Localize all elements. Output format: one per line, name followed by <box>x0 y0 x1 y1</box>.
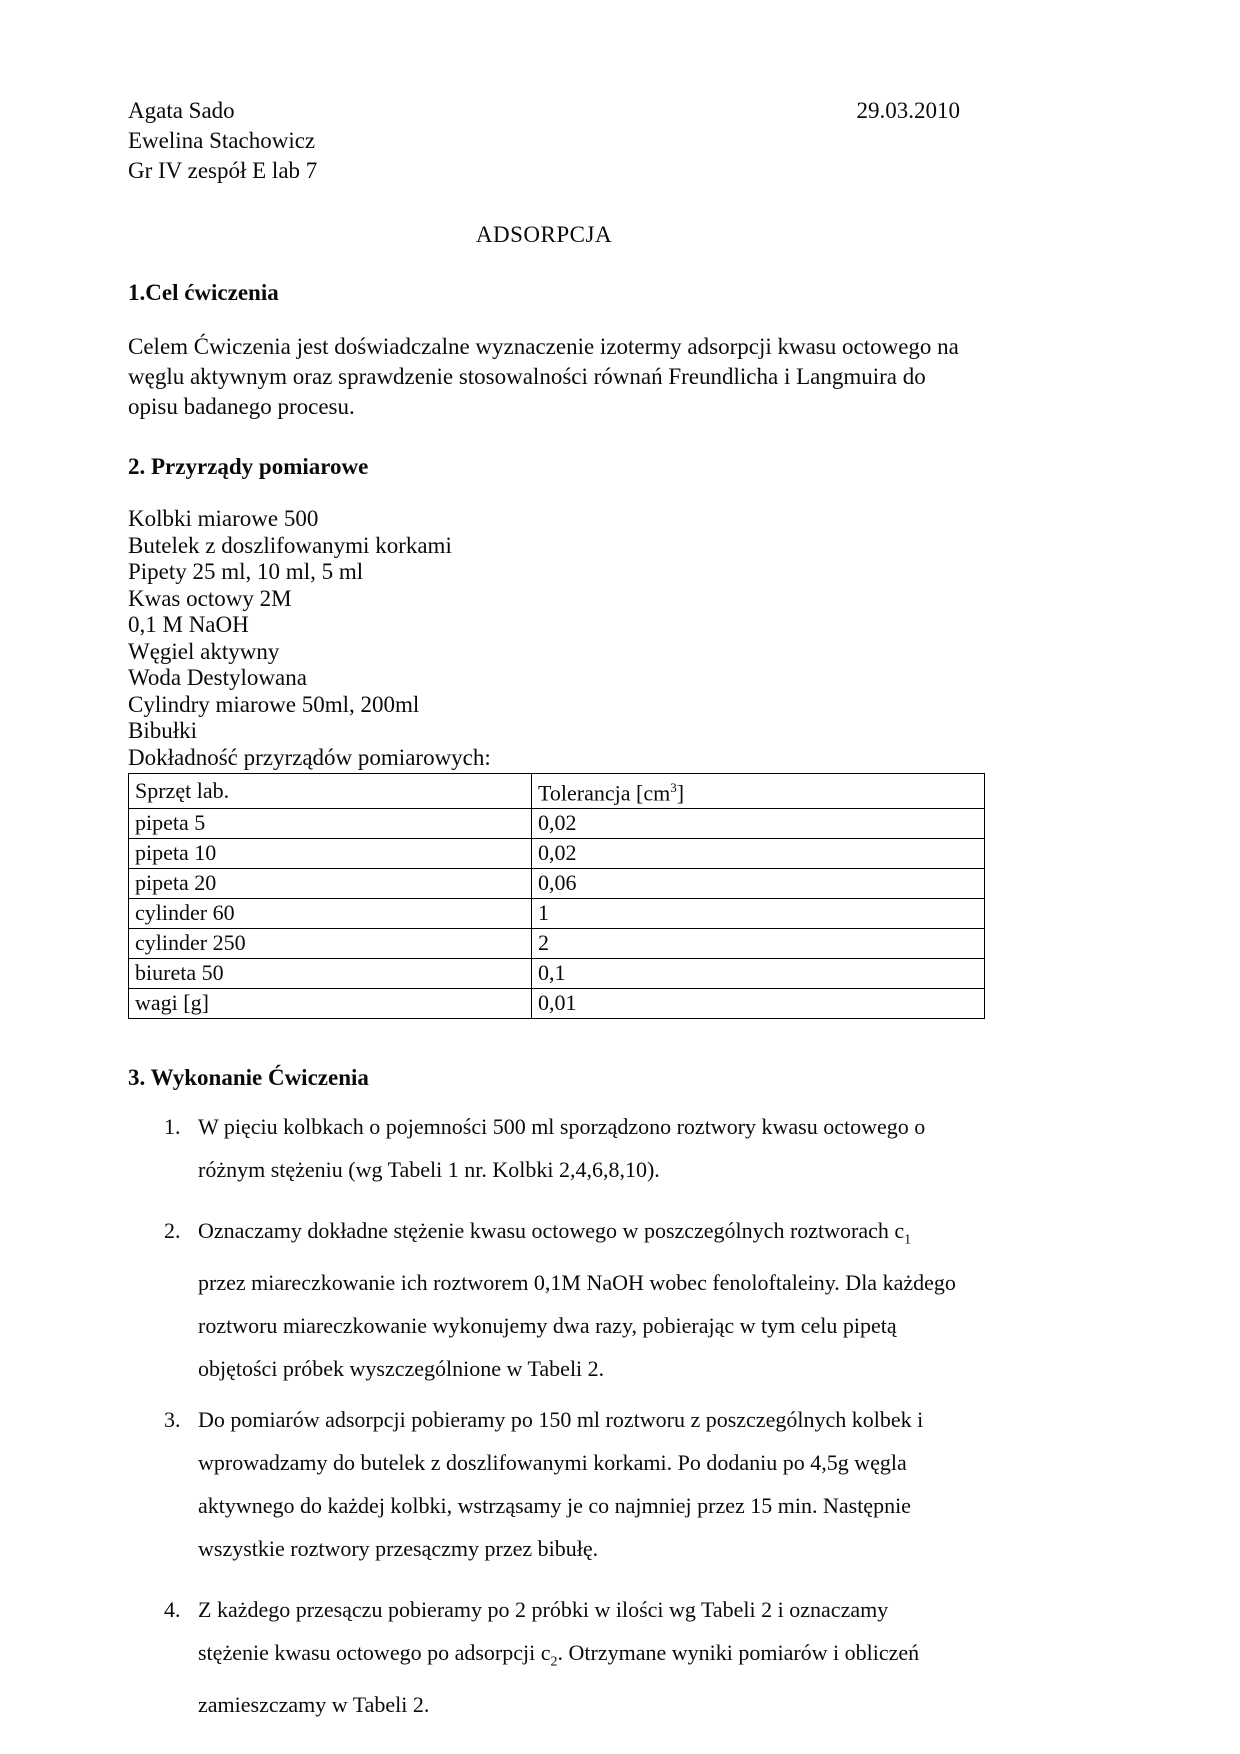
section-3-heading: 3. Wykonanie Ćwiczenia <box>128 1065 369 1091</box>
author-name-2: Ewelina Stachowicz <box>128 128 316 153</box>
tolerance-table <box>128 773 985 1019</box>
list-item: Węgiel aktywny <box>128 638 280 664</box>
list-item: Woda Destylowana <box>128 665 307 690</box>
list-item <box>186 1105 960 1200</box>
cell-tolerance: 0,02 <box>532 839 985 869</box>
list-item: Pipety 25 ml, 10 ml, 5 ml <box>128 559 364 584</box>
tolerance-header-close: ] <box>676 780 685 806</box>
step-text-part-1: Oznaczamy dokładne stężenie kwasu octowego w poszczególnych roztworach c <box>198 1217 905 1243</box>
table-row <box>129 899 985 929</box>
list-item <box>186 1588 960 1726</box>
document-date: 29.03.2010 <box>856 98 960 123</box>
equipment-list <box>128 506 960 771</box>
cell-equipment: pipeta 10 <box>129 839 532 869</box>
step-text-part-1: Z każdego przesączu pobieramy po 2 próbki w ilości wg Tabeli 2 i oznaczamy stężenie kwasu octowego po adsorpcji c <box>198 1596 889 1665</box>
procedure-list <box>128 1105 960 1726</box>
list-item: Bibułki <box>128 718 198 743</box>
step-text-part-1: W pięciu kolbkach o pojemności 500 ml sporządzono roztwory kwasu octowego o różnym stężeniu (wg Tabeli 1 nr. Kolbki 2,4,6,8,10). <box>198 1114 926 1183</box>
cell-tolerance: 1 <box>532 899 985 929</box>
subscript: 1 <box>904 1232 912 1248</box>
step-text-part-2: . Otrzymane wyniki pomiarów i obliczeń zamieszczamy w Tabeli 2. <box>198 1639 920 1717</box>
document-title: ADSORPCJA <box>475 222 613 247</box>
section-2-heading: 2. Przyrządy pomiarowe <box>128 454 369 479</box>
cell-tolerance: 2 <box>532 929 985 959</box>
cell-equipment: cylinder 250 <box>129 929 532 959</box>
table-row <box>129 959 985 989</box>
section-1-heading: 1.Cel ćwiczenia <box>128 280 279 305</box>
step-text-part-2: przez miareczkowanie ich roztworem 0,1M NaOH wobec fenoloftaleiny. Dla każdego roztworu miareczkowanie wykonujemy dwa razy, pobierając w tym celu pipetą objętości próbek wyszczególnione w Tabeli 2. <box>198 1270 956 1382</box>
table-row <box>129 839 985 869</box>
author-name-1: Agata Sado <box>128 98 235 123</box>
list-item <box>186 1209 960 1390</box>
table-row <box>129 989 985 1019</box>
cell-tolerance: 0,01 <box>532 989 985 1019</box>
group-label: Gr IV zespół E lab 7 <box>128 158 318 183</box>
cell-tolerance: 0,1 <box>532 959 985 989</box>
list-item: Kolbki miarowe 500 <box>128 506 319 531</box>
list-item: Cylindry miarowe 50ml, 200ml <box>128 691 420 717</box>
column-header-tolerance <box>532 774 985 809</box>
tolerance-header-text: Tolerancja [cm <box>538 780 671 806</box>
cell-tolerance: 0,06 <box>532 869 985 899</box>
step-text-part-1: Do pomiarów adsorpcji pobieramy po 150 ml roztworu z poszczególnych kolbek i wprowadzamy do butelek z doszlifowanymi korkami. Po dodaniu po 4,5g węgla aktywnego do każdej kolbki, wstrząsamy je co najmniej przez 15 min. Następnie wszystkie roztwory przesączmy przez bibułę. <box>198 1407 924 1562</box>
table-header-row <box>129 774 985 809</box>
cell-equipment: cylinder 60 <box>129 899 532 929</box>
table-row <box>129 929 985 959</box>
cell-equipment: pipeta 5 <box>129 809 532 839</box>
section-1-paragraph: Celem Ćwiczenia jest doświadczalne wyznaczenie izotermy adsorpcji kwasu octowego na węglu aktywnym oraz sprawdzenie stosowalności równań Freundlicha i Langmuira do opisu badanego procesu. <box>128 334 959 419</box>
table-caption: Dokładność przyrządów pomiarowych: <box>128 744 491 770</box>
list-item: Kwas octowy 2M <box>128 585 292 611</box>
cell-equipment: biureta 50 <box>129 959 532 989</box>
subscript: 2 <box>550 1653 558 1669</box>
document-content <box>128 96 960 1734</box>
cell-tolerance: 0,02 <box>532 809 985 839</box>
table-row <box>129 809 985 839</box>
cubic-exponent: 3 <box>670 780 677 795</box>
author-block <box>128 96 960 186</box>
cell-equipment: pipeta 20 <box>129 869 532 899</box>
table-row <box>129 869 985 899</box>
cell-equipment: wagi [g] <box>129 989 532 1019</box>
document-header <box>128 96 960 186</box>
list-item: 0,1 M NaOH <box>128 612 249 637</box>
list-item <box>186 1398 960 1579</box>
column-header-equipment: Sprzęt lab. <box>129 774 532 809</box>
list-item: Butelek z doszlifowanymi korkami <box>128 532 452 558</box>
